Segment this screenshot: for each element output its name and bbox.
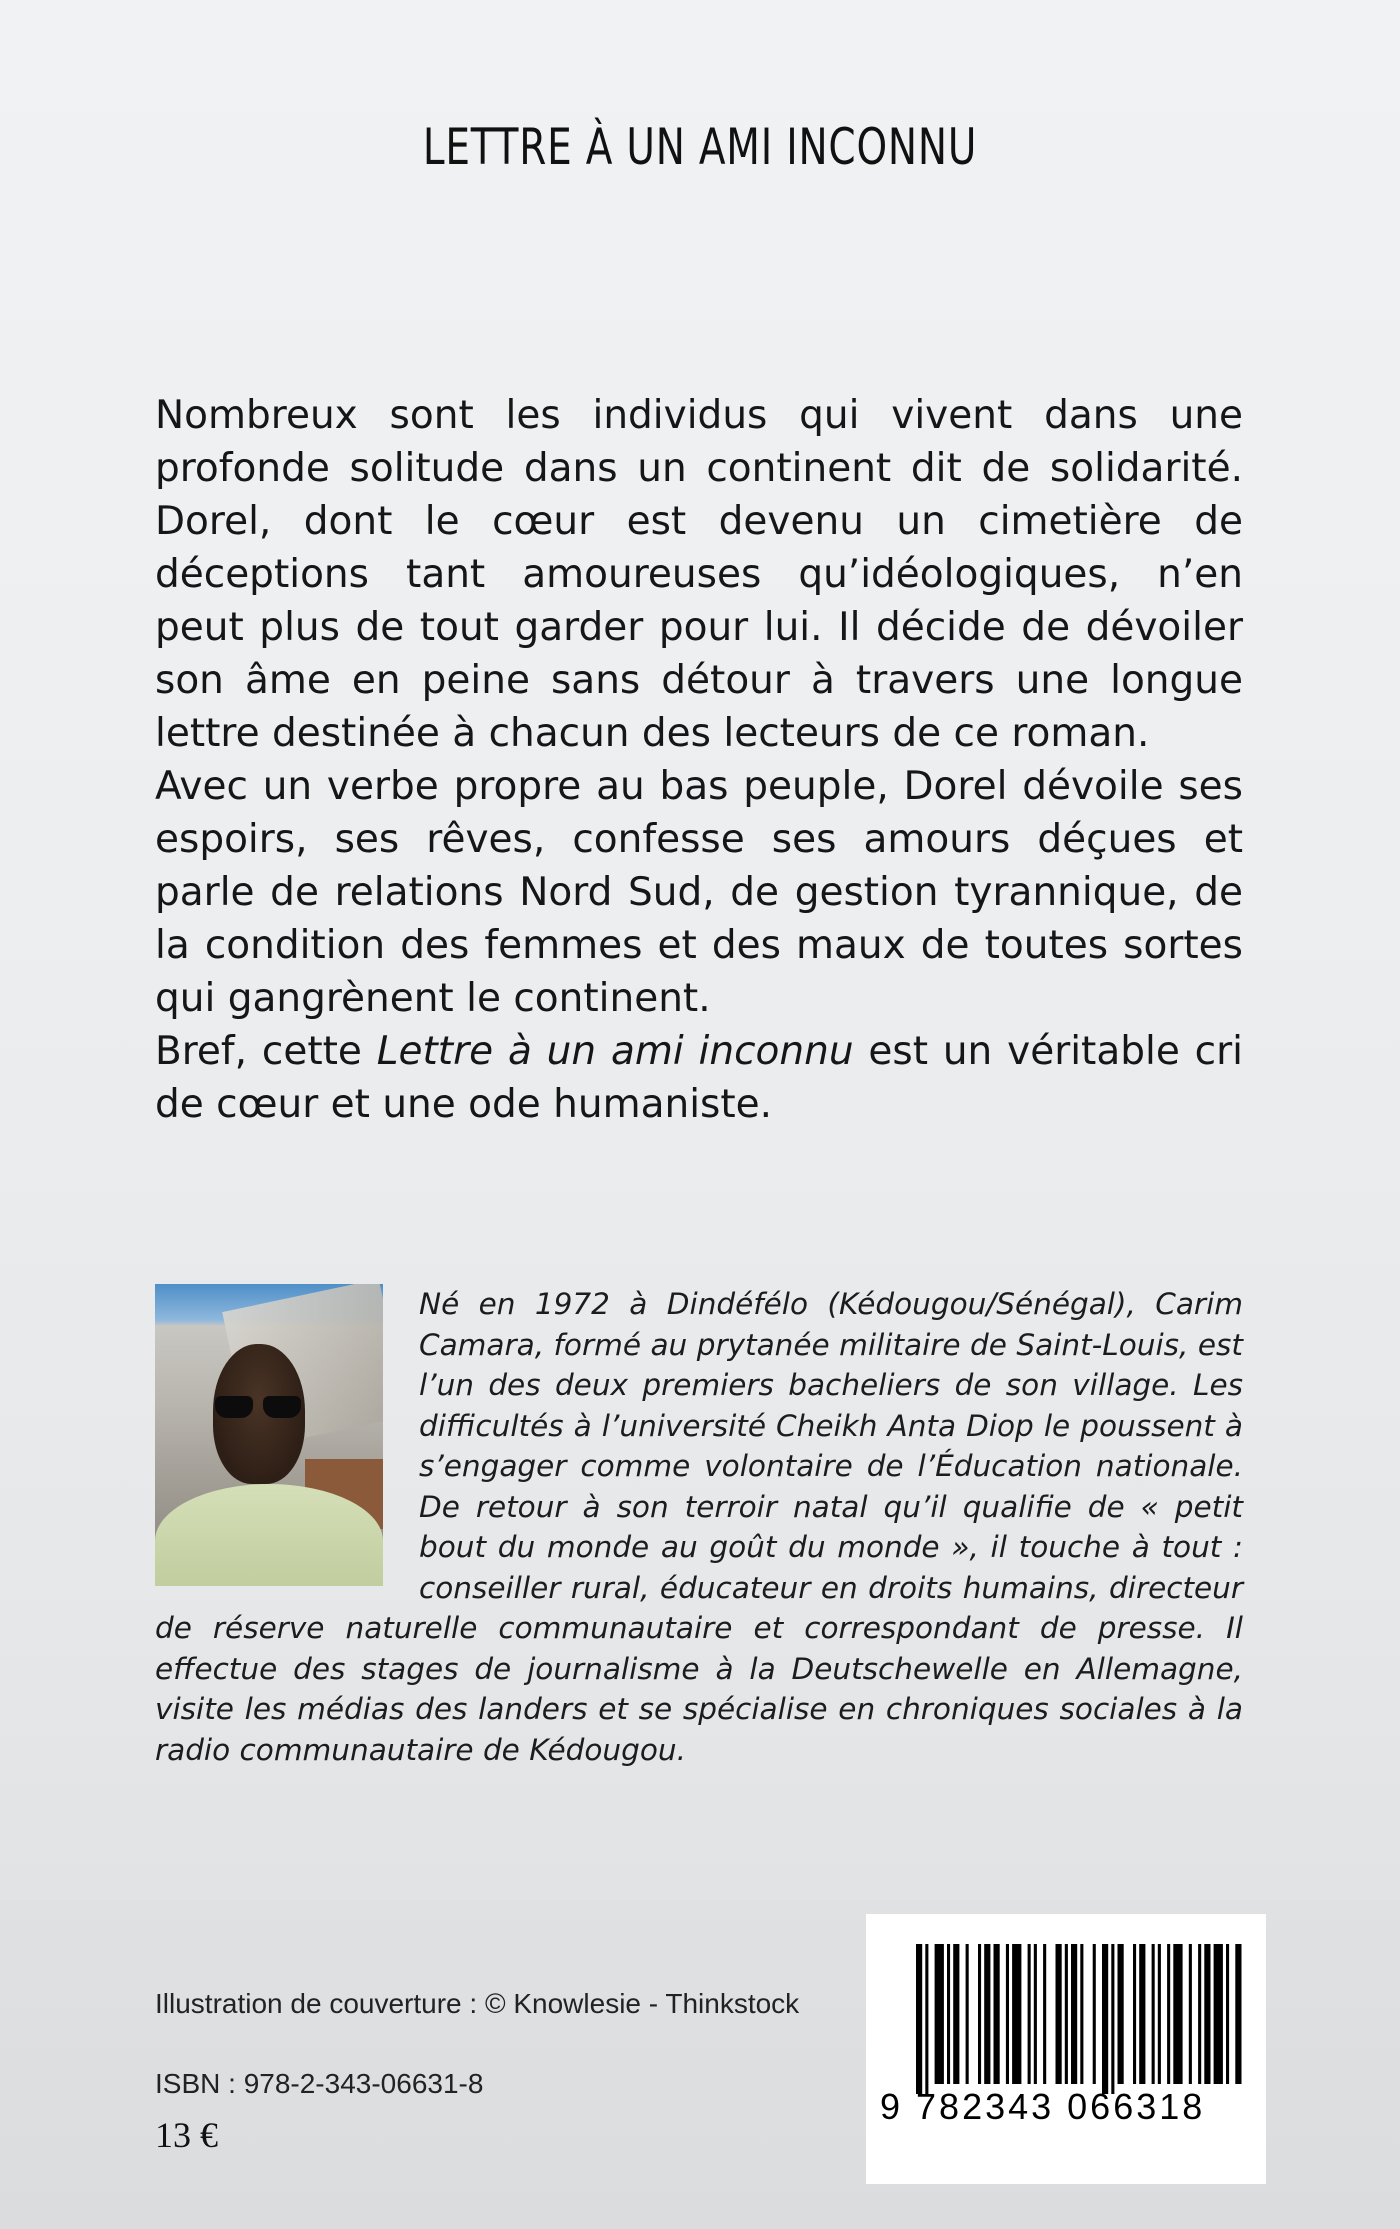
barcode-bar [1028, 1944, 1031, 2084]
barcode-bar [1056, 1944, 1062, 2084]
barcode-bar [984, 1944, 990, 2084]
author-photo [155, 1284, 383, 1586]
blurb-paragraph-2: Avec un verbe propre au bas peuple, Dorel dévoile ses espoirs, ses rêves, confesse ses amours déçues et parle de relations Nord Sud, de gestion tyrannique, de la condition des femmes et des maux de toutes sortes qui gangrènent le continent. [155, 764, 1243, 1021]
barcode-bar [916, 1944, 922, 2094]
price-label: 13 € [155, 2115, 218, 2155]
barcode-bar [966, 1944, 969, 2084]
barcode-bar [947, 1944, 950, 2084]
barcode-bar [1080, 1944, 1083, 2084]
barcode-bar [1043, 1944, 1046, 2084]
isbn-label: ISBN : 978-2-343-06631-8 [155, 2068, 484, 2099]
barcode-bars [866, 1914, 1266, 2184]
barcode-bar [1214, 1944, 1223, 2084]
barcode-bar [953, 1944, 959, 2084]
barcode-bar [935, 1944, 944, 2084]
barcode-digits: 9 782343 066318 [880, 2086, 1206, 2127]
barcode [866, 1914, 1266, 2184]
barcode-bar [1071, 1944, 1077, 2084]
blurb-paragraph-1: Nombreux sont les individus qui vivent dans une profonde solitude dans un continent dit de solidarité. Dorel, dont le cœur est devenu un cimetière de déceptions tant amoureuses qu’idéologiques, n’en peut plus de tout garder pour lui. Il décide de dévoiler son âme en peine sans détour à travers une longue lettre destinée à chacun des lecteurs de ce roman. [155, 393, 1243, 756]
blurb-paragraph-3-end: est un véritable cri de cœur et une ode humaniste. [155, 1029, 1243, 1127]
blurb-book-title-italic: Lettre à un ami inconnu [376, 1029, 854, 1074]
barcode-bar [1006, 1944, 1009, 2084]
barcode-bar [1118, 1944, 1124, 2084]
barcode-bar [994, 1944, 1000, 2084]
barcode-bar [1133, 1944, 1136, 2084]
barcode-bar [1198, 1944, 1201, 2084]
barcode-bar [1235, 1944, 1241, 2084]
barcode-bar [1158, 1944, 1161, 2084]
barcode-bar [1065, 1944, 1068, 2084]
barcode-bar [1173, 1944, 1182, 2084]
author-section [155, 1284, 1243, 1770]
barcode-bar [1152, 1944, 1155, 2084]
barcode-bar [1102, 1944, 1108, 2094]
barcode-bar [925, 1944, 928, 2094]
barcode-bar [1204, 1944, 1210, 2084]
barcode-bar [978, 1944, 981, 2084]
barcode-bar [1093, 1944, 1096, 2084]
barcode-bar [1111, 1944, 1114, 2094]
back-cover-blurb [155, 389, 1243, 1131]
barcode-bar [1012, 1944, 1021, 2084]
blurb-paragraph-3-start: Bref, cette [155, 1029, 377, 1074]
cover-illustration-credit: Illustration de couverture : © Knowlesie - Thinkstock [155, 1988, 800, 2019]
barcode-bar [1139, 1944, 1145, 2084]
author-bio: Né en 1972 à Dindéfélo (Kédougou/Sénégal), Carim Camara, formé au prytanée militaire de Saint-Louis, est l’un des deux premiers bacheliers de son village. Les difficultés à l’université Cheikh Anta Diop le poussent à s’engager comme volontaire de l’Éducation nationale. De retour à son terroir natal qu’il qualifie de « petit bout du monde au goût du monde », il touche à tout : conseiller rural, éducateur en droits humains, directeur de réserve naturelle communautaire et correspondant de presse. Il effectue des stages de journalisme à la Deutschewelle en Allemagne, visite les médias des landers et se spécialise en chroniques sociales à la radio communautaire de Kédougou. [155, 1287, 1243, 1767]
book-title: LETTRE À UN AMI INCONNU [422, 118, 978, 176]
barcode-bar [1034, 1944, 1037, 2084]
barcode-bar [1226, 1944, 1229, 2084]
barcode-bar [1189, 1944, 1192, 2084]
barcode-bar [1167, 1944, 1170, 2084]
blurb-paragraph-3 [155, 1025, 1243, 1131]
